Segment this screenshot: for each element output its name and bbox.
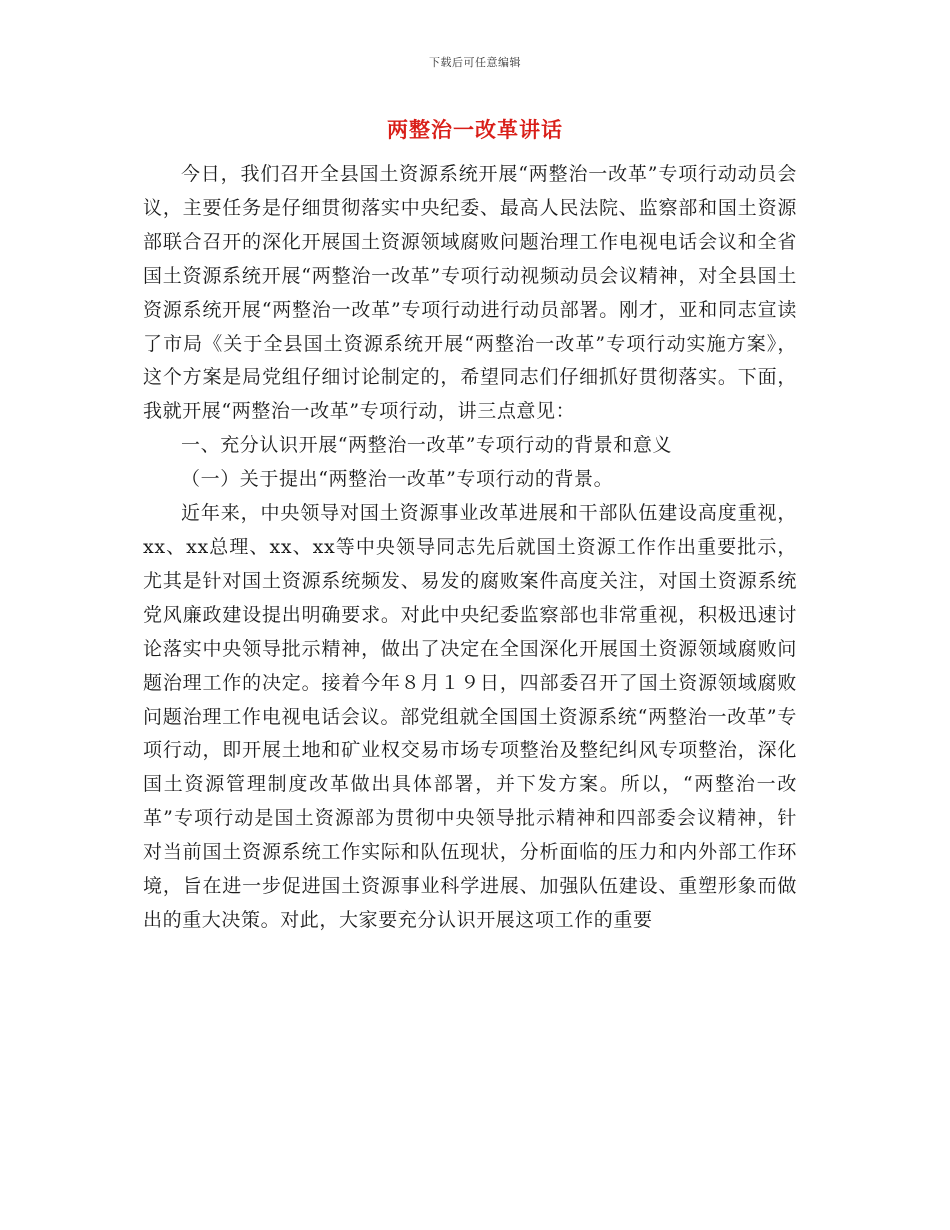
header-note: 下载后可任意编辑: [429, 56, 521, 69]
document-body: [143, 158, 797, 938]
paragraph-background: 近年来，中央领导对国土资源事业改革进展和干部队伍建设高度重视，xx、xx总理、xx、xx等中央领导同志先后就国土资源工作作出重要批示，尤其是针对国土资源系统频发、易发的腐败案件高度关注，对国土资源系统党风廉政建设提出明确要求。对此中央纪委监察部也非常重视，积极迅速讨论落实中央领导批示精神，做出了决定在全国深化开展国土资源领域腐败问题治理工作的决定。接着今年８月１９日，四部委召开了国土资源领域腐败问题治理工作电视电话会议。部党组就全国国土资源系统“两整治一改革”专项行动，即开展土地和矿业权交易市场专项整治及整纪纠风专项整治，深化国土资源管理制度改革做出具体部署，并下发方案。所以，“两整治一改革”专项行动是国土资源部为贯彻中央领导批示精神和四部委会议精神，针对当前国土资源系统工作实际和队伍现状，分析面临的压力和内外部工作环境，旨在进一步促进国土资源事业科学进展、加强队伍建设、重塑形象而做出的重大决策。对此，大家要充分认识开展这项工作的重要: [143, 502, 797, 931]
subsection-heading-1: （一）关于提出“两整治一改革”专项行动的背景。: [181, 468, 614, 491]
document-title: 两整治一改革讲话: [387, 117, 563, 142]
section-heading-1: 一、充分认识开展“两整治一改革”专项行动的背景和意义: [181, 434, 673, 457]
paragraph-intro: 今日，我们召开全县国土资源系统开展“两整治一改革”专项行动动员会议，主要任务是仔细贯彻落实中央纪委、最高人民法院、监察部和国土资源部联合召开的深化开展国土资源领域腐败问题治理工作电视电话会议和全省国土资源系统开展“两整治一改革”专项行动视频动员会议精神，对全县国土资源系统开展“两整治一改革”专项行动进行动员部署。刚才，亚和同志宣读了市局《关于全县国土资源系统开展“两整治一改革”专项行动实施方案》，这个方案是局党组仔细讨论制定的，希望同志们仔细抓好贯彻落实。下面，我就开展“两整治一改革”专项行动，讲三点意见：: [143, 163, 797, 423]
